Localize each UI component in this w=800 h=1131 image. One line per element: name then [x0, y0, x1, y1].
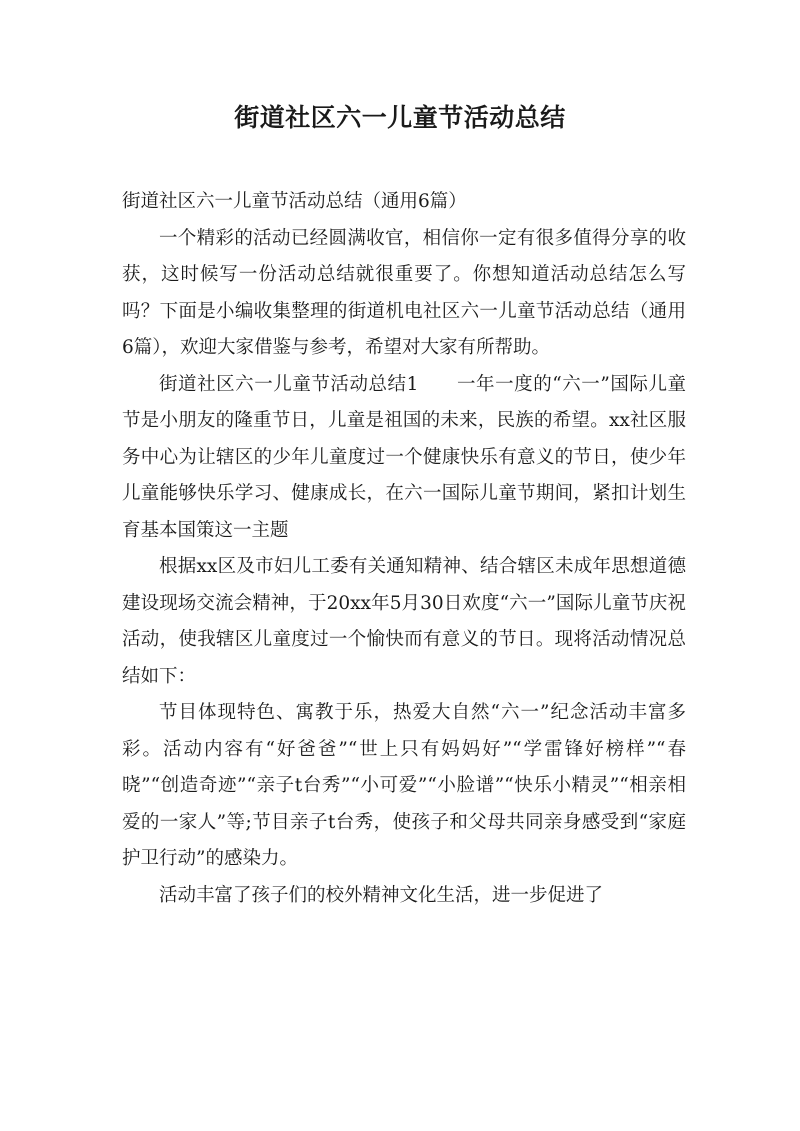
paragraph-summary-1: 街道社区六一儿童节活动总结1 一年一度的“六一”国际儿童节是小朋友的隆重节日，儿童是祖国的未来，民族的希望。xx社区服务中心为让辖区的少年儿童度过一个健康快乐有意义的节日，使少年儿童能够快乐学习、健康成长，在六一国际儿童节期间，紧扣计划生育基本国策这一主题 — [122, 373, 686, 541]
paragraph-intro: 一个精彩的活动已经圆满收官，相信你一定有很多值得分享的收获，这时候写一份活动总结就很重要了。你想知道活动总结怎么写吗？下面是小编收集整理的街道机电社区六一儿童节活动总结（通用6篇），欢迎大家借鉴与参考，希望对大家有所帮助。 — [122, 227, 686, 358]
document-body — [122, 184, 686, 914]
paragraph-conclusion: 活动丰富了孩子们的校外精神文化生活，进一步促进了 — [159, 884, 604, 906]
paragraph-subtitle: 街道社区六一儿童节活动总结（通用6篇） — [122, 191, 467, 212]
paragraph-basis: 根据xx区及市妇儿工委有关通知精神、结合辖区未成年思想道德建设现场交流会精神，于20xx年5月30日欢度“六一”国际儿童节庆祝活动，使我辖区儿童度过一个愉快而有意义的节日。现将活动情况总结如下： — [122, 556, 686, 687]
page-title: 街道社区六一儿童节活动总结 — [234, 103, 566, 132]
paragraph-program: 节目体现特色、寓教于乐，热爱大自然“六一”纪念活动丰富多彩。活动内容有“好爸爸”“世上只有妈妈好”“学雷锋好榜样”“春晓”“创造奇迹”“亲子t台秀”“小可爱”“小脸谱”“快乐小精灵”“相亲相爱的一家人”等;节目亲子t台秀，使孩子和父母共同亲身感受到“家庭护卫行动”的感染力。 — [122, 702, 686, 869]
